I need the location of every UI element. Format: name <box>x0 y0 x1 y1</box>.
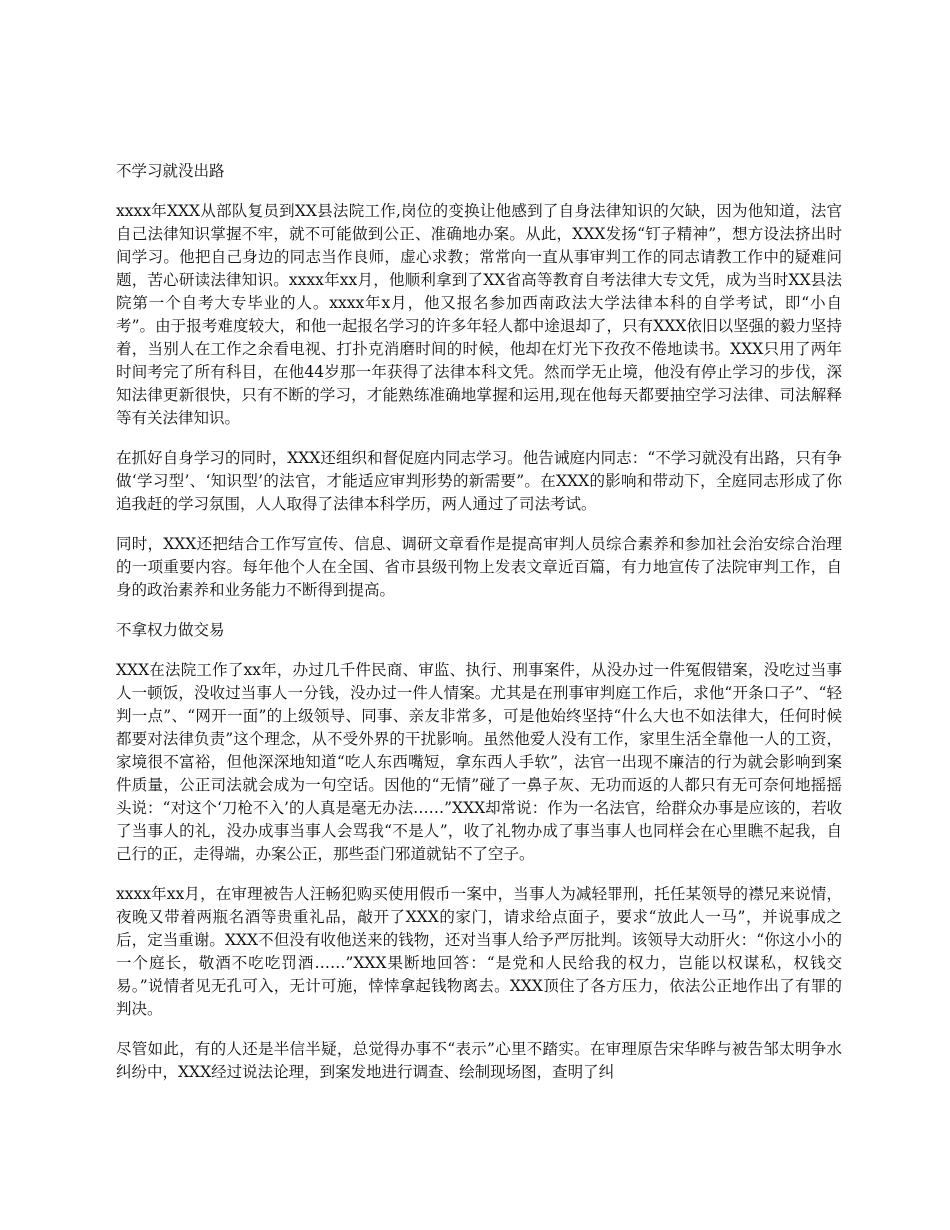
section-title-study: 不学习就没出路 <box>116 162 225 180</box>
section-title-integrity: 不拿权力做交易 <box>116 621 225 639</box>
paragraph-3: 同时，XXX还把结合工作写宣传、信息、调研文章看作是提高审判人员综合素养和参加社会治安综合治理的一项重要内容。每年他个人在全国、省市县级刊物上发表文章近百篇，有力地宣传了法院审判工作，自身的政治素养和业务能力不断得到提高。 <box>116 535 842 599</box>
paragraph-1: xxxx年XXX从部队复员到XX县法院工作,岗位的变换让他感到了自身法律知识的欠缺，因为他知道，法官自己法律知识掌握不牢，就不可能做到公正、准确地办案。从此，XXX发扬“钉子精神”，想方设法挤出时间学习。他把自己身边的同志当作良师，虚心求教；常常向一直从事审判工作的同志请教工作中的疑难问题，苦心研读法律知识。xxxx年xx月，他顺利拿到了XX省高等教育自考法律大专文凭，成为当时XX县法院第一个自考大专毕业的人。xxxx年x月，他又报名参加西南政法大学法律本科的自学考试，即“小自考”。由于报考难度较大，和他一起报名学习的许多年轻人都中途退却了，只有XXX依旧以坚强的毅力坚持着，当别人在工作之余看电视、打扑克消磨时间的时候，他却在灯光下孜孜不倦地读书。XXX只用了两年时间考完了所有科目，在他44岁那一年获得了法律本科文凭。然而学无止境，他没有停止学习的步伐，深知法律更新很快，只有不断的学习，才能熟练准确地掌握和运用,现在他每天都要抽空学习法律、司法解释等有关法律知识。 <box>116 202 842 427</box>
document-page <box>116 160 842 1101</box>
paragraph-2: 在抓好自身学习的同时，XXX还组织和督促庭内同志学习。他告诫庭内同志：“不学习就没有出路，只有争做‘学习型’、‘知识型’的法官，才能适应审判形势的新需要”。在XXX的影响和带动下，全庭同志形成了你追我赶的学习氛围，人人取得了法律本科学历，两人通过了司法考试。 <box>116 449 842 513</box>
paragraph-5: xxxx年xx月，在审理被告人汪畅犯购买使用假币一案中，当事人为减轻罪刑，托任某领导的襟兄来说情，夜晚又带着两瓶名酒等贵重礼品，敲开了XXX的家门，请求给点面子，要求“放此人一马”，并说事成之后，定当重谢。XXX不但没有收他送来的钱物，还对当事人给予严厉批判。该领导大动肝火：“你这小小的一个庭长，敬酒不吃吃罚酒……”XXX果断地回答：“是党和人民给我的权力，岂能以权谋私，权钱交易。”说情者见无孔可入，无计可施，悻悻拿起钱物离去。XXX顶住了各方压力，依法公正地作出了有罪的判决。 <box>116 885 842 1018</box>
paragraph-6: 尽管如此，有的人还是半信半疑，总觉得办事不“表示”心里不踏实。在审理原告宋华晔与被告邹太明争水纠纷中，XXX经过说法论理，到案发地进行调查、绘制现场图，查明了纠 <box>116 1040 842 1081</box>
paragraph-4: XXX在法院工作了xx年，办过几千件民商、审监、执行、刑事案件，从没办过一件冤假错案，没吃过当事人一顿饭，没收过当事人一分钱，没办过一件人情案。尤其是在刑事审判庭工作后，求他“开条口子”、“轻判一点”、“网开一面”的上级领导、同事、亲友非常多，可是他始终坚持“什么大也不如法律大，任何时候都要对法律负责”这个理念，从不受外界的干扰影响。虽然他爱人没有工作，家里生活全靠他一人的工资，家境很不富裕，但他深深地知道“吃人东西嘴短，拿东西人手软”，法官一出现不廉洁的行为就会影响到案件质量，公正司法就会成为一句空话。因他的“无情”碰了一鼻子灰、无功而返的人都只有无可奈何地摇摇头说：“对这个‘刀枪不入’的人真是毫无办法……”XXX却常说：作为一名法官，给群众办事是应该的，若收了当事人的礼，没办成事当事人会骂我“不是人”，收了礼物办成了事当事人也同样会在心里瞧不起我，自己行的正，走得端，办案公正，那些歪门邪道就钻不了空子。 <box>116 661 842 863</box>
